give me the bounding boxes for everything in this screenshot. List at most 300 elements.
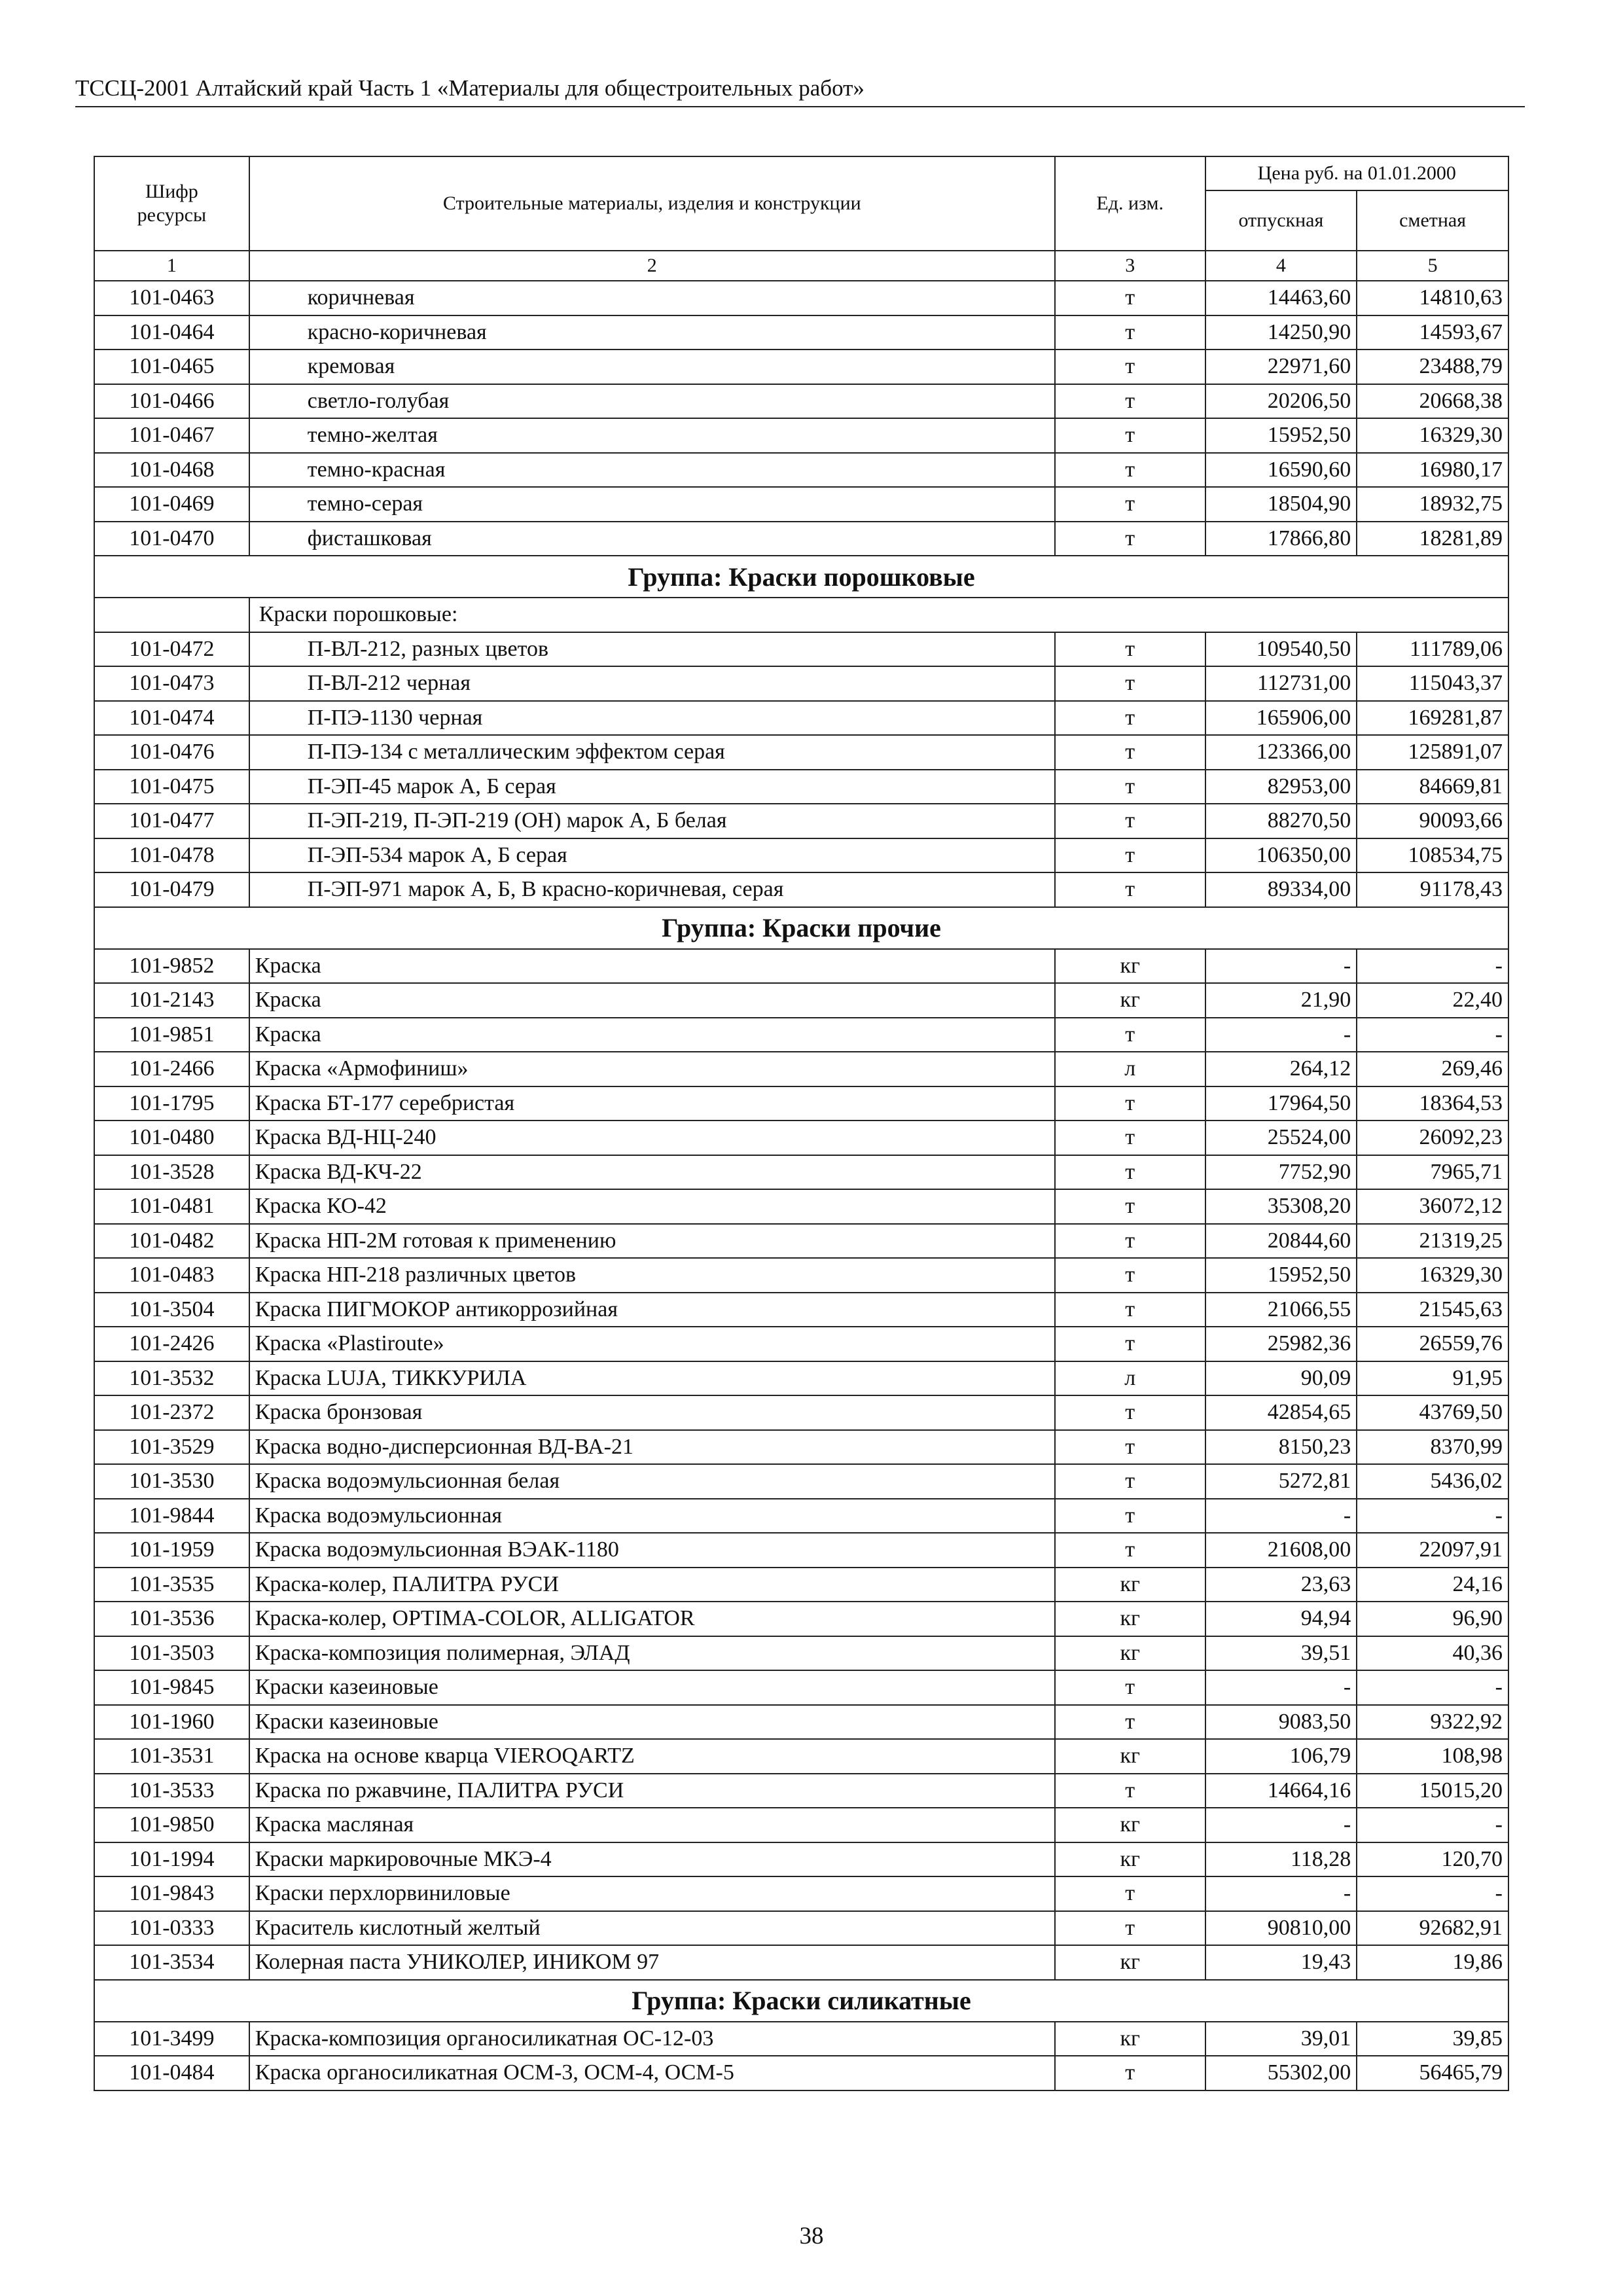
subheading: Краски порошковые: xyxy=(249,598,1508,632)
resource-code: 101-3536 xyxy=(94,1602,249,1636)
unit-of-measure: л xyxy=(1055,1361,1205,1396)
release-price: 42854,65 xyxy=(1205,1395,1357,1430)
material-name: Краска масляная xyxy=(249,1808,1055,1842)
estimate-price: 16329,30 xyxy=(1357,1258,1508,1293)
resource-code: 101-0475 xyxy=(94,770,249,804)
subheading-row xyxy=(94,598,1508,632)
table-row xyxy=(94,1258,1508,1293)
material-name: Краска xyxy=(249,983,1055,1018)
resource-code: 101-0479 xyxy=(94,872,249,907)
header-name: Строительные материалы, изделия и конструкции xyxy=(249,156,1055,251)
resource-code: 101-1960 xyxy=(94,1705,249,1740)
unit-of-measure: т xyxy=(1055,1499,1205,1534)
unit-of-measure: т xyxy=(1055,1876,1205,1911)
estimate-price: 19,86 xyxy=(1357,1945,1508,1980)
resource-code: 101-0480 xyxy=(94,1121,249,1155)
material-name: П-ВЛ-212, разных цветов xyxy=(249,632,1055,667)
table-row xyxy=(94,1568,1508,1602)
material-name: Краска-колер, OPTIMA-COLOR, ALLIGATOR xyxy=(249,1602,1055,1636)
column-number: 5 xyxy=(1357,251,1508,281)
unit-of-measure: т xyxy=(1055,384,1205,419)
resource-code: 101-0466 xyxy=(94,384,249,419)
material-name: Краска ВД-КЧ-22 xyxy=(249,1155,1055,1190)
table-row xyxy=(94,1430,1508,1465)
estimate-price: 84669,81 xyxy=(1357,770,1508,804)
unit-of-measure: т xyxy=(1055,1189,1205,1224)
release-price: 15952,50 xyxy=(1205,1258,1357,1293)
release-price: 20206,50 xyxy=(1205,384,1357,419)
release-price: 82953,00 xyxy=(1205,770,1357,804)
table-row xyxy=(94,1945,1508,1980)
material-name: П-ЭП-971 марок А, Б, В красно-коричневая, серая xyxy=(249,872,1055,907)
release-price: 17866,80 xyxy=(1205,522,1357,556)
material-name: темно-серая xyxy=(249,487,1055,522)
material-name: Краска БТ-177 серебристая xyxy=(249,1086,1055,1121)
estimate-price: 115043,37 xyxy=(1357,666,1508,701)
resource-code: 101-9843 xyxy=(94,1876,249,1911)
unit-of-measure: т xyxy=(1055,1224,1205,1259)
release-price: 106,79 xyxy=(1205,1739,1357,1774)
material-name: Краска ВД-НЦ-240 xyxy=(249,1121,1055,1155)
table-row xyxy=(94,838,1508,873)
unit-of-measure: т xyxy=(1055,1395,1205,1430)
resource-code: 101-0481 xyxy=(94,1189,249,1224)
resource-code: 101-9845 xyxy=(94,1670,249,1705)
header-release: отпускная xyxy=(1205,190,1357,251)
estimate-price: 5436,02 xyxy=(1357,1464,1508,1499)
unit-of-measure: т xyxy=(1055,804,1205,838)
unit-of-measure: т xyxy=(1055,735,1205,770)
header-price-group: Цена руб. на 01.01.2000 xyxy=(1205,156,1508,190)
table-row xyxy=(94,2022,1508,2056)
material-name: темно-желтая xyxy=(249,418,1055,453)
estimate-price: 108,98 xyxy=(1357,1739,1508,1774)
estimate-price: 16329,30 xyxy=(1357,418,1508,453)
table-body xyxy=(94,281,1508,2090)
estimate-price: 43769,50 xyxy=(1357,1395,1508,1430)
unit-of-measure: кг xyxy=(1055,1842,1205,1877)
resource-code: 101-0474 xyxy=(94,701,249,736)
estimate-price: 40,36 xyxy=(1357,1636,1508,1671)
material-name: Колерная паста УНИКОЛЕР, ИНИКОМ 97 xyxy=(249,1945,1055,1980)
unit-of-measure: т xyxy=(1055,1121,1205,1155)
unit-of-measure: кг xyxy=(1055,1602,1205,1636)
release-price: 21608,00 xyxy=(1205,1533,1357,1568)
table-row xyxy=(94,949,1508,984)
release-price: 35308,20 xyxy=(1205,1189,1357,1224)
release-price: 123366,00 xyxy=(1205,735,1357,770)
table-row xyxy=(94,770,1508,804)
unit-of-measure: т xyxy=(1055,1327,1205,1361)
resource-code: 101-3532 xyxy=(94,1361,249,1396)
material-name: Краски маркировочные МКЭ-4 xyxy=(249,1842,1055,1877)
material-name: Краска органосиликатная ОСМ-3, ОСМ-4, ОСМ-5 xyxy=(249,2056,1055,2090)
material-name: Краска LUJA, ТИККУРИЛА xyxy=(249,1361,1055,1396)
resource-code: 101-9851 xyxy=(94,1018,249,1052)
unit-of-measure: т xyxy=(1055,1430,1205,1465)
resource-code: 101-3529 xyxy=(94,1430,249,1465)
material-name: красно-коричневая xyxy=(249,315,1055,350)
release-price: 39,01 xyxy=(1205,2022,1357,2056)
table-row xyxy=(94,1911,1508,1946)
resource-code: 101-0472 xyxy=(94,632,249,667)
unit-of-measure: т xyxy=(1055,872,1205,907)
resource-code: 101-0473 xyxy=(94,666,249,701)
estimate-price: 18364,53 xyxy=(1357,1086,1508,1121)
resource-code: 101-0483 xyxy=(94,1258,249,1293)
unit-of-measure: т xyxy=(1055,453,1205,488)
unit-of-measure: кг xyxy=(1055,949,1205,984)
estimate-price: 91,95 xyxy=(1357,1361,1508,1396)
resource-code: 101-0467 xyxy=(94,418,249,453)
estimate-price: 9322,92 xyxy=(1357,1705,1508,1740)
unit-of-measure: т xyxy=(1055,487,1205,522)
release-price: 118,28 xyxy=(1205,1842,1357,1877)
table-row xyxy=(94,1602,1508,1636)
material-name: Краска «Plastiroute» xyxy=(249,1327,1055,1361)
unit-of-measure: кг xyxy=(1055,1636,1205,1671)
material-name: Краска xyxy=(249,1018,1055,1052)
unit-of-measure: кг xyxy=(1055,983,1205,1018)
unit-of-measure: т xyxy=(1055,1464,1205,1499)
resource-code: 101-0465 xyxy=(94,350,249,384)
release-price: 89334,00 xyxy=(1205,872,1357,907)
header-unit: Ед. изм. xyxy=(1055,156,1205,251)
unit-of-measure: кг xyxy=(1055,1945,1205,1980)
estimate-price: 26092,23 xyxy=(1357,1121,1508,1155)
estimate-price: 22,40 xyxy=(1357,983,1508,1018)
estimate-price: 14810,63 xyxy=(1357,281,1508,315)
estimate-price: 90093,66 xyxy=(1357,804,1508,838)
estimate-price: 23488,79 xyxy=(1357,350,1508,384)
material-name: Краска «Армофиниш» xyxy=(249,1052,1055,1086)
estimate-price: 125891,07 xyxy=(1357,735,1508,770)
resource-code: 101-0470 xyxy=(94,522,249,556)
material-name: П-ЭП-45 марок А, Б серая xyxy=(249,770,1055,804)
material-name: Краска бронзовая xyxy=(249,1395,1055,1430)
group-heading-row xyxy=(94,1980,1508,2022)
unit-of-measure: л xyxy=(1055,1052,1205,1086)
material-name: Краска ПИГМОКОР антикоррозийная xyxy=(249,1293,1055,1327)
document-header: ТССЦ-2001 Алтайский край Часть 1 «Материалы для общестроительных работ» xyxy=(75,75,865,101)
unit-of-measure: т xyxy=(1055,1258,1205,1293)
resource-code: 101-2466 xyxy=(94,1052,249,1086)
table-row xyxy=(94,281,1508,315)
release-price: - xyxy=(1205,1876,1357,1911)
resource-code: 101-9850 xyxy=(94,1808,249,1842)
release-price: 18504,90 xyxy=(1205,487,1357,522)
release-price: 106350,00 xyxy=(1205,838,1357,873)
estimate-price: 92682,91 xyxy=(1357,1911,1508,1946)
unit-of-measure: т xyxy=(1055,1774,1205,1808)
page-number: 38 xyxy=(799,2223,824,2250)
release-price: 90,09 xyxy=(1205,1361,1357,1396)
header-estimate: сметная xyxy=(1357,190,1508,251)
resource-code: 101-3531 xyxy=(94,1739,249,1774)
release-price: 23,63 xyxy=(1205,1568,1357,1602)
estimate-price: 21545,63 xyxy=(1357,1293,1508,1327)
estimate-price: - xyxy=(1357,949,1508,984)
material-name: Краска по ржавчине, ПАЛИТРА РУСИ xyxy=(249,1774,1055,1808)
release-price: 21,90 xyxy=(1205,983,1357,1018)
table-row xyxy=(94,1499,1508,1534)
group-heading: Группа: Краски прочие xyxy=(94,907,1508,949)
table-row xyxy=(94,1705,1508,1740)
unit-of-measure: т xyxy=(1055,418,1205,453)
table-row xyxy=(94,1327,1508,1361)
release-price: 112731,00 xyxy=(1205,666,1357,701)
table-row xyxy=(94,315,1508,350)
estimate-price: - xyxy=(1357,1018,1508,1052)
release-price: 5272,81 xyxy=(1205,1464,1357,1499)
release-price: 14463,60 xyxy=(1205,281,1357,315)
table-row xyxy=(94,1670,1508,1705)
material-name: Краситель кислотный желтый xyxy=(249,1911,1055,1946)
estimate-price: - xyxy=(1357,1670,1508,1705)
table-row xyxy=(94,735,1508,770)
table-row xyxy=(94,1808,1508,1842)
release-price: - xyxy=(1205,1499,1357,1534)
table-row xyxy=(94,804,1508,838)
material-name: Краски перхлорвиниловые xyxy=(249,1876,1055,1911)
resource-code: 101-3503 xyxy=(94,1636,249,1671)
unit-of-measure: т xyxy=(1055,350,1205,384)
release-price: - xyxy=(1205,949,1357,984)
group-heading: Группа: Краски силикатные xyxy=(94,1980,1508,2022)
resource-code: 101-9852 xyxy=(94,949,249,984)
unit-of-measure: т xyxy=(1055,2056,1205,2090)
release-price: 16590,60 xyxy=(1205,453,1357,488)
estimate-price: 108534,75 xyxy=(1357,838,1508,873)
estimate-price: 14593,67 xyxy=(1357,315,1508,350)
table-row xyxy=(94,1464,1508,1499)
resource-code: 101-3528 xyxy=(94,1155,249,1190)
unit-of-measure: т xyxy=(1055,701,1205,736)
estimate-price: 16980,17 xyxy=(1357,453,1508,488)
material-name: Краски казеиновые xyxy=(249,1670,1055,1705)
table-header xyxy=(94,156,1508,281)
resource-code: 101-9844 xyxy=(94,1499,249,1534)
release-price: 21066,55 xyxy=(1205,1293,1357,1327)
table-row xyxy=(94,1293,1508,1327)
resource-code: 101-0469 xyxy=(94,487,249,522)
unit-of-measure: кг xyxy=(1055,2022,1205,2056)
release-price: - xyxy=(1205,1018,1357,1052)
unit-of-measure: т xyxy=(1055,1705,1205,1740)
estimate-price: 269,46 xyxy=(1357,1052,1508,1086)
material-name: Краска-колер, ПАЛИТРА РУСИ xyxy=(249,1568,1055,1602)
release-price: 17964,50 xyxy=(1205,1086,1357,1121)
table-row xyxy=(94,350,1508,384)
material-name: коричневая xyxy=(249,281,1055,315)
release-price: 165906,00 xyxy=(1205,701,1357,736)
release-price: 22971,60 xyxy=(1205,350,1357,384)
table-row xyxy=(94,1876,1508,1911)
material-name: Краска водоэмульсионная ВЭАК-1180 xyxy=(249,1533,1055,1568)
unit-of-measure: т xyxy=(1055,1293,1205,1327)
resource-code: 101-2426 xyxy=(94,1327,249,1361)
material-name: Краска-композиция органосиликатная ОС-12-03 xyxy=(249,2022,1055,2056)
unit-of-measure: т xyxy=(1055,1155,1205,1190)
material-name: темно-красная xyxy=(249,453,1055,488)
material-name: П-ЭП-534 марок А, Б серая xyxy=(249,838,1055,873)
column-number-row xyxy=(94,251,1508,281)
table-row xyxy=(94,1224,1508,1259)
table-row xyxy=(94,872,1508,907)
table-row xyxy=(94,1121,1508,1155)
table-row xyxy=(94,1361,1508,1396)
table-row xyxy=(94,1052,1508,1086)
estimate-price: 96,90 xyxy=(1357,1602,1508,1636)
unit-of-measure: т xyxy=(1055,522,1205,556)
table-row xyxy=(94,1189,1508,1224)
material-name: Краска НП-2М готовая к применению xyxy=(249,1224,1055,1259)
material-name: П-ВЛ-212 черная xyxy=(249,666,1055,701)
unit-of-measure: т xyxy=(1055,838,1205,873)
table-row xyxy=(94,1774,1508,1808)
release-price: - xyxy=(1205,1670,1357,1705)
release-price: 94,94 xyxy=(1205,1602,1357,1636)
resource-code: 101-0333 xyxy=(94,1911,249,1946)
table-row xyxy=(94,2056,1508,2090)
release-price: 25982,36 xyxy=(1205,1327,1357,1361)
material-name: светло-голубая xyxy=(249,384,1055,419)
resource-code: 101-1795 xyxy=(94,1086,249,1121)
resource-code: 101-0478 xyxy=(94,838,249,873)
resource-code: 101-0463 xyxy=(94,281,249,315)
material-name: Краска водоэмульсионная белая xyxy=(249,1464,1055,1499)
resource-code: 101-3533 xyxy=(94,1774,249,1808)
release-price: 9083,50 xyxy=(1205,1705,1357,1740)
table-row xyxy=(94,1155,1508,1190)
resource-code: 101-3499 xyxy=(94,2022,249,2056)
unit-of-measure: т xyxy=(1055,770,1205,804)
resource-code: 101-0484 xyxy=(94,2056,249,2090)
release-price: 25524,00 xyxy=(1205,1121,1357,1155)
estimate-price: - xyxy=(1357,1876,1508,1911)
group-heading-row xyxy=(94,556,1508,598)
table-row xyxy=(94,701,1508,736)
estimate-price: 22097,91 xyxy=(1357,1533,1508,1568)
release-price: 264,12 xyxy=(1205,1052,1357,1086)
estimate-price: 111789,06 xyxy=(1357,632,1508,667)
table-row xyxy=(94,1842,1508,1877)
unit-of-measure: т xyxy=(1055,1018,1205,1052)
material-name: Краска на основе кварца VIEROQARTZ xyxy=(249,1739,1055,1774)
estimate-price: 8370,99 xyxy=(1357,1430,1508,1465)
release-price: 39,51 xyxy=(1205,1636,1357,1671)
estimate-price: 15015,20 xyxy=(1357,1774,1508,1808)
material-name: Краска КО-42 xyxy=(249,1189,1055,1224)
resource-code: 101-1994 xyxy=(94,1842,249,1877)
estimate-price: 26559,76 xyxy=(1357,1327,1508,1361)
estimate-price: - xyxy=(1357,1499,1508,1534)
release-price: 88270,50 xyxy=(1205,804,1357,838)
release-price: 14664,16 xyxy=(1205,1774,1357,1808)
unit-of-measure: т xyxy=(1055,632,1205,667)
estimate-price: 56465,79 xyxy=(1357,2056,1508,2090)
resource-code: 101-0476 xyxy=(94,735,249,770)
table-row xyxy=(94,632,1508,667)
material-name: Краска водоэмульсионная xyxy=(249,1499,1055,1534)
estimate-price: 120,70 xyxy=(1357,1842,1508,1877)
table-row xyxy=(94,1533,1508,1568)
estimate-price: 91178,43 xyxy=(1357,872,1508,907)
resource-code: 101-3535 xyxy=(94,1568,249,1602)
table-row xyxy=(94,1086,1508,1121)
material-name: фисташковая xyxy=(249,522,1055,556)
table-row xyxy=(94,418,1508,453)
table-row xyxy=(94,983,1508,1018)
unit-of-measure: кг xyxy=(1055,1808,1205,1842)
estimate-price: 169281,87 xyxy=(1357,701,1508,736)
unit-of-measure: т xyxy=(1055,281,1205,315)
table-row xyxy=(94,384,1508,419)
resource-code: 101-2143 xyxy=(94,983,249,1018)
resource-code: 101-0464 xyxy=(94,315,249,350)
material-name: Краски казеиновые xyxy=(249,1705,1055,1740)
estimate-price: 18281,89 xyxy=(1357,522,1508,556)
release-price: 8150,23 xyxy=(1205,1430,1357,1465)
column-number: 4 xyxy=(1205,251,1357,281)
resource-code: 101-0482 xyxy=(94,1224,249,1259)
release-price: 7752,90 xyxy=(1205,1155,1357,1190)
resource-code: 101-0468 xyxy=(94,453,249,488)
material-name: кремовая xyxy=(249,350,1055,384)
estimate-price: 7965,71 xyxy=(1357,1155,1508,1190)
release-price: 109540,50 xyxy=(1205,632,1357,667)
estimate-price: 21319,25 xyxy=(1357,1224,1508,1259)
price-table xyxy=(94,156,1509,2091)
estimate-price: 36072,12 xyxy=(1357,1189,1508,1224)
column-number: 1 xyxy=(94,251,249,281)
unit-of-measure: кг xyxy=(1055,1739,1205,1774)
estimate-price: 18932,75 xyxy=(1357,487,1508,522)
unit-of-measure: т xyxy=(1055,666,1205,701)
estimate-price: 20668,38 xyxy=(1357,384,1508,419)
unit-of-measure: т xyxy=(1055,1086,1205,1121)
release-price: 55302,00 xyxy=(1205,2056,1357,2090)
release-price: 19,43 xyxy=(1205,1945,1357,1980)
column-number: 3 xyxy=(1055,251,1205,281)
release-price: 20844,60 xyxy=(1205,1224,1357,1259)
table-row xyxy=(94,1018,1508,1052)
column-number: 2 xyxy=(249,251,1055,281)
estimate-price: - xyxy=(1357,1808,1508,1842)
estimate-price: 24,16 xyxy=(1357,1568,1508,1602)
estimate-price: 39,85 xyxy=(1357,2022,1508,2056)
release-price: - xyxy=(1205,1808,1357,1842)
resource-code: 101-2372 xyxy=(94,1395,249,1430)
unit-of-measure: т xyxy=(1055,1911,1205,1946)
resource-code: 101-0477 xyxy=(94,804,249,838)
material-name: П-ЭП-219, П-ЭП-219 (ОН) марок А, Б белая xyxy=(249,804,1055,838)
resource-code: 101-3534 xyxy=(94,1945,249,1980)
unit-of-measure: кг xyxy=(1055,1568,1205,1602)
table-row xyxy=(94,1739,1508,1774)
table-row xyxy=(94,1636,1508,1671)
group-heading: Группа: Краски порошковые xyxy=(94,556,1508,598)
table-row xyxy=(94,1395,1508,1430)
material-name: Краска xyxy=(249,949,1055,984)
header-code: Шифр ресурсы xyxy=(94,156,249,251)
group-heading-row xyxy=(94,907,1508,949)
material-name: Краска-композиция полимерная, ЭЛАД xyxy=(249,1636,1055,1671)
header-rule xyxy=(75,106,1525,107)
resource-code: 101-1959 xyxy=(94,1533,249,1568)
table-row xyxy=(94,487,1508,522)
unit-of-measure: т xyxy=(1055,1533,1205,1568)
